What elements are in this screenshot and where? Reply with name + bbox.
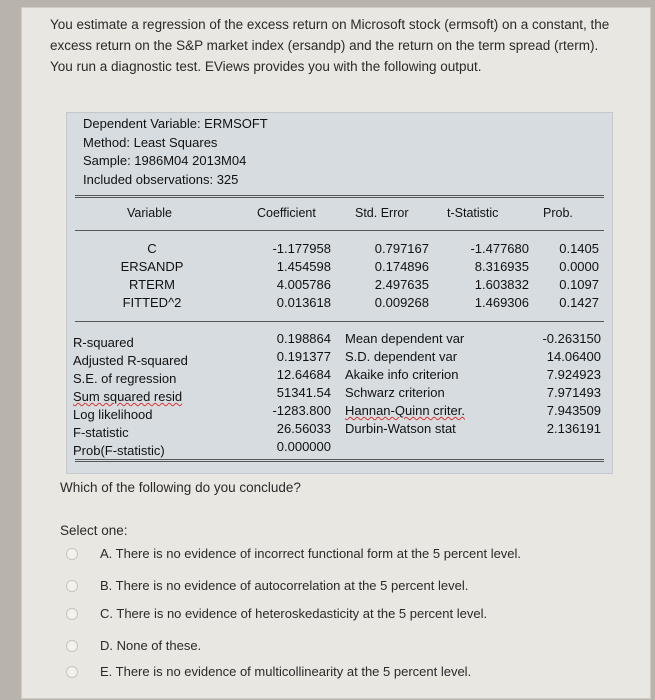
option-label: E. There is no evidence of multicollinearity at the 5 percent level. <box>100 664 472 679</box>
question-card <box>22 8 650 698</box>
answer-option-e[interactable] <box>66 664 471 679</box>
row-prob: 0.1097 <box>559 277 599 292</box>
col-header-variable: Variable <box>127 206 172 220</box>
radio-button[interactable] <box>66 580 78 592</box>
divider <box>75 195 604 196</box>
row-variable: C <box>147 241 157 256</box>
row-variable: FITTED^2 <box>122 295 182 310</box>
row-prob: 0.0000 <box>559 259 599 274</box>
stat-value: 0.198864 <box>276 331 331 346</box>
stat-label: F-statistic <box>73 425 129 440</box>
row-coefficient: 1.454598 <box>276 259 331 274</box>
stat-value: 7.924923 <box>546 367 601 382</box>
output-meta <box>83 115 268 189</box>
stat-value: -0.263150 <box>542 331 601 346</box>
observations: Included observations: 325 <box>83 171 239 187</box>
radio-button[interactable] <box>66 548 78 560</box>
divider <box>75 230 604 231</box>
stat-label: Mean dependent var <box>345 331 465 346</box>
row-prob: 0.1427 <box>559 295 599 310</box>
stat-value: 26.56033 <box>276 421 331 436</box>
stat-value: 51341.54 <box>276 385 331 400</box>
col-header-std-error: Std. Error <box>355 206 409 220</box>
row-coefficient: 0.013618 <box>276 295 331 310</box>
answer-option-a[interactable] <box>66 546 521 561</box>
stat-label: Log likelihood <box>73 407 153 422</box>
option-label: B. There is no evidence of autocorrelation at the 5 percent level. <box>100 578 469 593</box>
dependent-variable: Dependent Variable: ERMSOFT <box>83 116 268 131</box>
question-text: You estimate a regression of the excess return on Microsoft stock (ermsoft) on a constant, the excess return on the S&P market index (ersandp) and the return on the term spread (rterm). You run a diagnostic test. EViews provides you with the following output. <box>50 17 610 74</box>
row-variable: RTERM <box>129 277 175 292</box>
stat-value: 12.64684 <box>276 367 331 382</box>
sample: Sample: 1986M04 2013M04 <box>83 153 247 168</box>
stat-value: 7.971493 <box>546 385 601 400</box>
stat-value: 7.943509 <box>546 403 601 418</box>
select-one-label: Select one: <box>60 523 128 538</box>
stat-label: Adjusted R-squared <box>73 353 188 368</box>
stat-label: Durbin-Watson stat <box>345 421 456 436</box>
row-t-statistic: -1.477680 <box>470 241 529 256</box>
col-header-t-statistic: t-Statistic <box>447 206 499 220</box>
row-std-error: 0.009268 <box>374 295 429 310</box>
stat-label: Sum squared resid <box>73 389 183 404</box>
prompt-text: Which of the following do you conclude? <box>60 480 301 495</box>
stat-label: S.E. of regression <box>73 371 177 386</box>
radio-button[interactable] <box>66 666 78 678</box>
row-prob: 0.1405 <box>559 241 599 256</box>
stat-label: Akaike info criterion <box>345 367 459 382</box>
answer-option-b[interactable] <box>66 578 468 593</box>
row-std-error: 2.497635 <box>374 277 429 292</box>
col-header-prob: Prob. <box>543 206 573 220</box>
answer-option-c[interactable] <box>66 606 487 621</box>
option-label: C. There is no evidence of heteroskedasticity at the 5 percent level. <box>100 606 488 621</box>
row-t-statistic: 1.603832 <box>474 277 529 292</box>
row-std-error: 0.174896 <box>374 259 429 274</box>
divider <box>75 459 604 460</box>
radio-button[interactable] <box>66 640 78 652</box>
stat-value: 2.136191 <box>546 421 601 436</box>
divider <box>75 321 604 322</box>
stat-value: 0.191377 <box>276 349 331 364</box>
row-t-statistic: 8.316935 <box>474 259 529 274</box>
method: Method: Least Squares <box>83 134 218 150</box>
divider <box>75 461 604 462</box>
row-coefficient: -1.177958 <box>272 241 331 256</box>
option-label: D. None of these. <box>100 638 202 653</box>
eviews-output <box>66 112 613 474</box>
stat-label: Prob(F-statistic) <box>73 443 165 458</box>
stat-label: Schwarz criterion <box>345 385 445 400</box>
option-label: A. There is no evidence of incorrect functional form at the 5 percent level. <box>100 546 522 561</box>
col-header-coefficient: Coefficient <box>257 206 316 220</box>
row-t-statistic: 1.469306 <box>474 295 529 310</box>
radio-button[interactable] <box>66 608 78 620</box>
divider <box>75 197 604 198</box>
stat-label: S.D. dependent var <box>345 349 458 364</box>
stat-label: Hannan-Quinn criter. <box>345 403 465 418</box>
stat-value: 0.000000 <box>276 439 331 454</box>
stat-label: R-squared <box>73 335 134 350</box>
stat-value: -1283.800 <box>272 403 331 418</box>
answer-option-d[interactable] <box>66 638 201 653</box>
row-variable: ERSANDP <box>120 259 184 274</box>
row-coefficient: 4.005786 <box>276 277 331 292</box>
row-std-error: 0.797167 <box>374 241 429 256</box>
stat-value: 14.06400 <box>546 349 601 364</box>
